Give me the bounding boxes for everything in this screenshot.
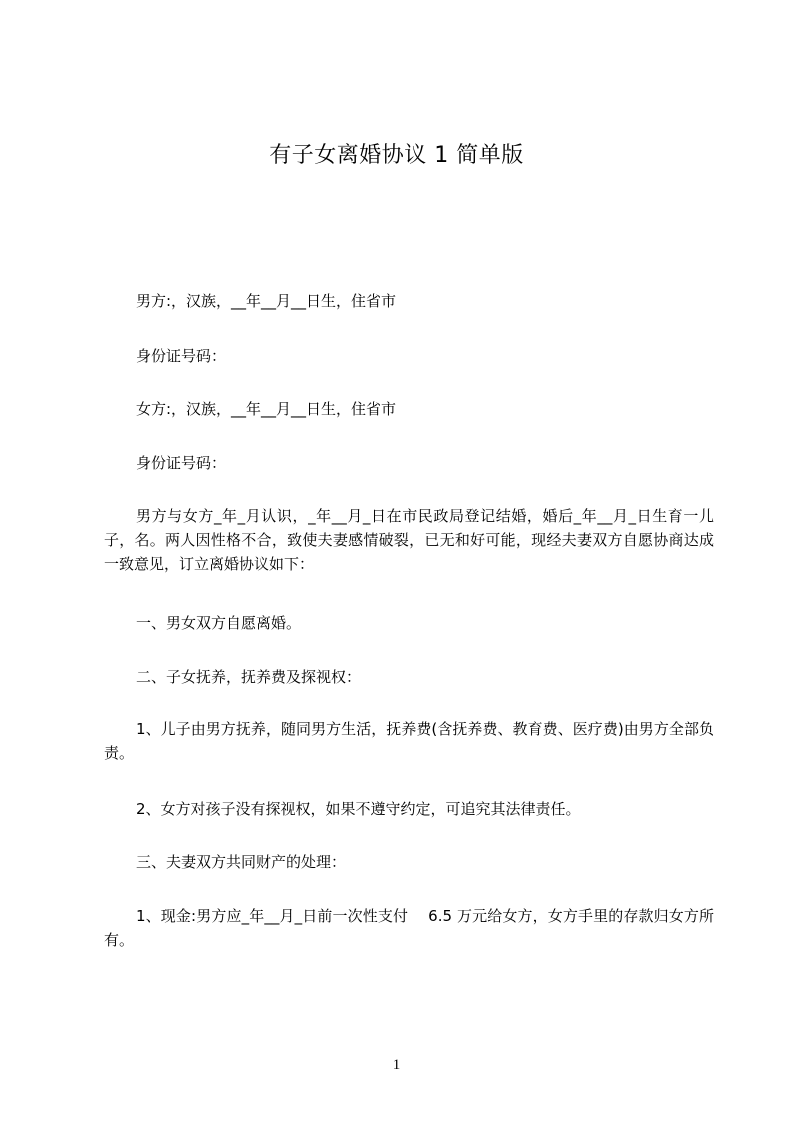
page-number: 1 <box>392 1057 401 1073</box>
paragraph-female-id: 身份证号码： <box>136 454 227 472</box>
paragraph-clause-2-item-1: 1、儿子由男方抚养，随同男方生活，抚养费(含抚养费、教育费、医疗费)由男方全部负责。 <box>104 720 714 762</box>
paragraph-clause-2-item-2: 2、女方对孩子没有探视权，如果不遵守约定，可追究其法律责任。 <box>136 800 581 818</box>
paragraph-clause-3-heading: 三、夫妻双方共同财产的处理： <box>136 853 347 871</box>
document-title: 有子女离婚协议 1 简单版 <box>269 143 524 168</box>
paragraph-female-party: 女方:，汉族，__年__月__日生，住省市 <box>136 400 397 418</box>
paragraph-background: 男方与女方_年_月认识，_年__月_日在市民政局登记结婚，婚后_年__月_日生育一儿子，名。两人因性格不合，致使夫妻感情破裂，已无和好可能，现经夫妻双方自愿协商达成一致意见，订立离婚协议如下： <box>104 507 714 573</box>
paragraph-male-party: 男方:，汉族，__年__月__日生，住省市 <box>136 292 397 310</box>
paragraph-clause-1: 一、男女双方自愿离婚。 <box>136 614 302 632</box>
paragraph-male-id: 身份证号码： <box>136 347 227 365</box>
paragraph-clause-3-item-1: 1、现金:男方应_年__月_日前一次性支付 6.5 万元给女方，女方手里的存款归女方所有。 <box>104 907 714 949</box>
paragraph-clause-2-heading: 二、子女抚养，抚养费及探视权： <box>136 668 362 686</box>
